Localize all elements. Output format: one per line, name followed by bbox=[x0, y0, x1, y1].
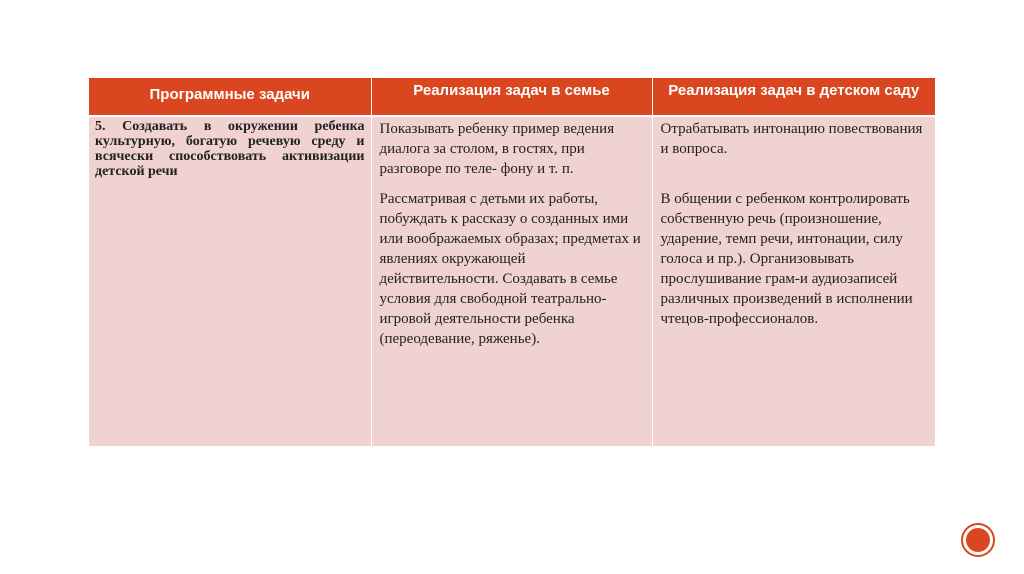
family-cell bbox=[371, 116, 652, 446]
kindergarten-paragraph-2: В общении с ребенком контролировать собственную речь (произношение, ударение, темп речи, интонации, силу голоса и пр.). Организовывать прослушивание грам-и аудиозаписей различных произведений в исполнении чтецов-профессионалов. bbox=[660, 191, 913, 327]
family-paragraph-1: Показывать ребенку пример ведения диалога за столом, в гостях, при разговоре по теле- фону и т. п. bbox=[379, 121, 615, 177]
header-kindergarten-tasks: Реализация задач в детском саду bbox=[652, 78, 935, 116]
badge-inner-dot bbox=[966, 528, 990, 552]
kindergarten-paragraph-1: Отрабатывать интонацию повествования и вопроса. bbox=[660, 121, 923, 157]
circle-badge-icon bbox=[961, 523, 995, 557]
task-text: 5. Создавать в окружении ребенка культурную, богатую речевую среду и всячески способствовать активизации детской речи bbox=[95, 119, 365, 179]
tasks-table bbox=[89, 78, 935, 446]
header-program-tasks: Программные задачи bbox=[89, 78, 371, 116]
kindergarten-cell bbox=[652, 116, 935, 446]
header-family-tasks: Реализация задач в семье bbox=[371, 78, 652, 116]
task-cell bbox=[89, 116, 371, 446]
family-paragraph-2: Рассматривая с детьми их работы, побуждать к рассказу о созданных ими или воображаемых образах; предметах и явлениях окружающей действительности. Создавать в семье условия для свободной театрально-игровой деятельности ребенка (переодевание, ряженье). bbox=[379, 191, 641, 347]
table-header-row bbox=[89, 78, 935, 116]
table-row bbox=[89, 116, 935, 446]
